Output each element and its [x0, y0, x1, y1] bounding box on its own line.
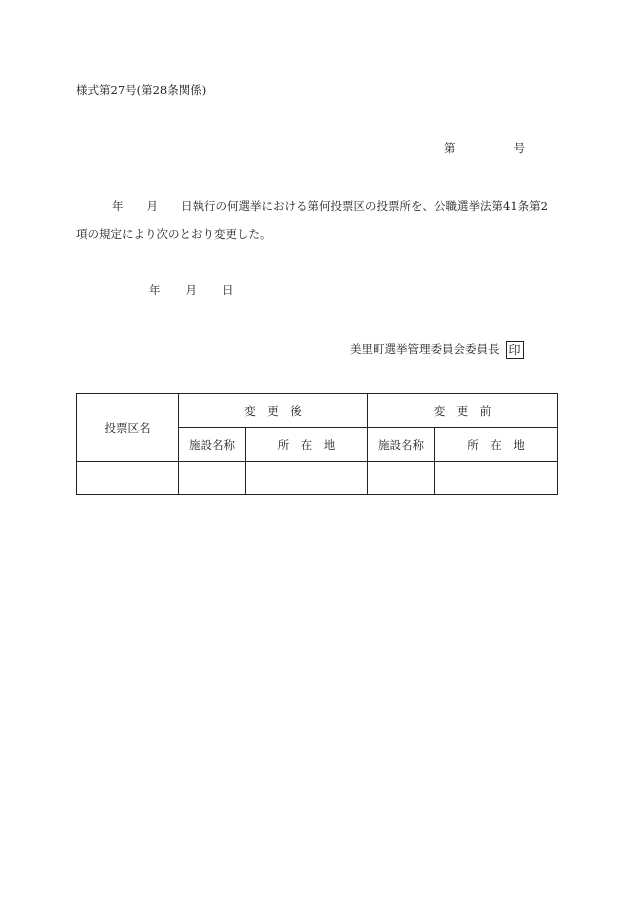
before-location-header: 所 在 地	[435, 428, 558, 462]
body-month: 月	[146, 199, 158, 213]
change-table	[76, 393, 558, 495]
signatory-title: 美里町選挙管理委員会委員長	[350, 342, 500, 356]
district-header: 投票区名	[77, 394, 179, 462]
after-facility-name-header: 施設名称	[179, 428, 246, 462]
body-text-line-1	[76, 201, 558, 213]
document-number	[444, 143, 525, 155]
after-location-cell[interactable]	[246, 462, 368, 495]
body-year: 年	[112, 199, 124, 213]
document-number-dai: 第	[444, 141, 456, 155]
before-facility-name-cell[interactable]	[368, 462, 435, 495]
after-location-header: 所 在 地	[246, 428, 368, 462]
body-text-line-2: 項の規定により次のとおり変更した。	[76, 227, 272, 241]
date-month: 月	[185, 283, 197, 297]
after-change-header: 変 更 後	[179, 394, 368, 428]
after-facility-name-cell[interactable]	[179, 462, 246, 495]
before-location-cell[interactable]	[435, 462, 558, 495]
before-change-header: 変 更 前	[368, 394, 558, 428]
table-row	[77, 462, 558, 495]
before-facility-name-header: 施設名称	[368, 428, 435, 462]
date-line	[149, 285, 234, 297]
seal-mark: 印	[506, 341, 524, 359]
body-rest: 日執行の何選挙における第何投票区の投票所を、公職選挙法第41条第2	[181, 199, 548, 213]
signature-line	[350, 341, 524, 359]
document-number-go: 号	[513, 141, 525, 155]
form-number: 様式第27号(第28条関係)	[76, 83, 207, 97]
date-day: 日	[222, 283, 234, 297]
table-header-row	[77, 394, 558, 428]
date-year: 年	[149, 283, 161, 297]
district-cell[interactable]	[77, 462, 179, 495]
